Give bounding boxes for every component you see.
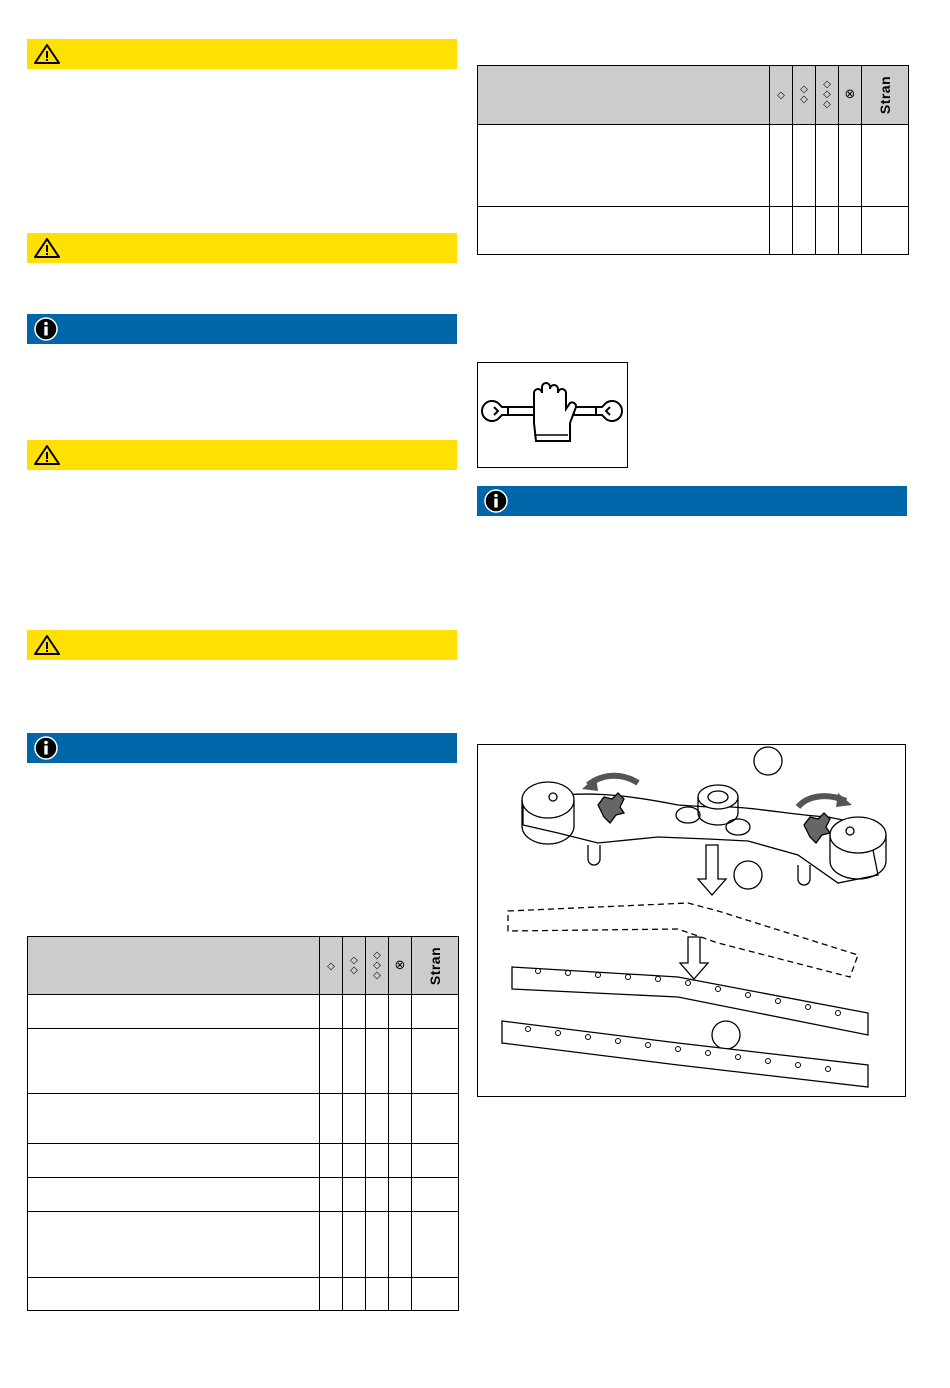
warning-triangle-icon [33, 444, 61, 466]
info-bar [27, 733, 457, 763]
table-row [28, 995, 459, 1029]
info-bar [27, 314, 457, 344]
header-page: Stran [862, 66, 909, 125]
table-row [28, 1178, 459, 1212]
header-description [28, 937, 320, 995]
table-row [28, 1278, 459, 1311]
warning-triangle-icon [33, 634, 61, 656]
table-row [28, 1029, 459, 1094]
warning-triangle-icon [33, 43, 61, 65]
table-row [478, 207, 909, 255]
protective-gloves-pictogram [477, 362, 628, 468]
header-symbol-2: ◇ ◇ [793, 66, 816, 125]
info-icon [33, 735, 59, 761]
table-row [28, 1144, 459, 1178]
header-symbol-4: ⊗ [389, 937, 412, 995]
info-icon [33, 316, 59, 342]
header-symbol-3: ◇ ◇ ◇ [366, 937, 389, 995]
callout-2 [734, 861, 762, 889]
squeegee-figure [477, 744, 906, 1097]
header-symbol-1: ◇ [770, 66, 793, 125]
header-page: Stran [412, 937, 459, 995]
callout-1 [754, 747, 782, 775]
table-header-row [28, 937, 459, 995]
callout-3 [712, 1021, 740, 1049]
header-symbol-2: ◇ ◇ [343, 937, 366, 995]
info-bar [477, 486, 907, 516]
header-symbol-3: ◇ ◇ ◇ [816, 66, 839, 125]
warning-triangle-icon [33, 237, 61, 259]
warning-bar [27, 440, 457, 470]
table-row [28, 1212, 459, 1278]
table-header-row [478, 66, 909, 125]
info-icon [483, 488, 509, 514]
header-symbol-1: ◇ [320, 937, 343, 995]
header-description [478, 66, 770, 125]
maintenance-table [27, 936, 459, 1311]
table-row [478, 125, 909, 207]
header-symbol-4: ⊗ [839, 66, 862, 125]
warning-bar [27, 233, 457, 263]
maintenance-table-top [477, 65, 909, 255]
glove-wrench-icon [478, 363, 627, 467]
warning-bar [27, 630, 457, 660]
warning-bar [27, 39, 457, 69]
squeegee-assembly-illustration [478, 745, 905, 1096]
table-row [28, 1094, 459, 1144]
